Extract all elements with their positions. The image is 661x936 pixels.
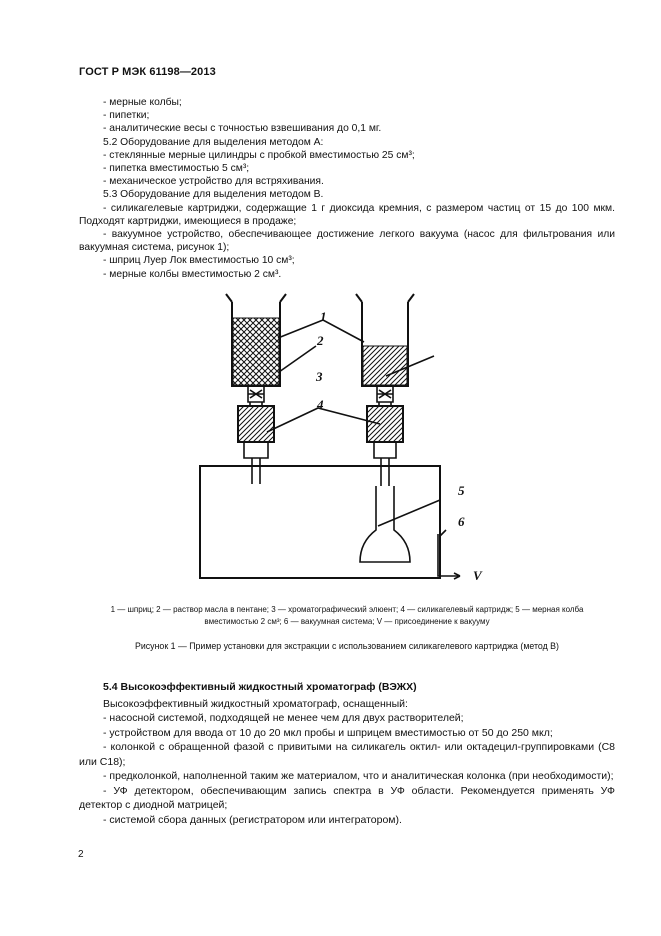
label-v: V bbox=[473, 568, 482, 583]
eluent bbox=[363, 346, 407, 385]
list-item: - пипетки; bbox=[103, 110, 150, 122]
list-item: - шприц Луер Лок вместимостью 10 см³; bbox=[103, 255, 295, 267]
subsection-5-3: 5.3 Оборудование для выделения методом В. bbox=[103, 189, 324, 201]
extraction-setup-figure bbox=[190, 290, 490, 590]
section-heading: 5.4 Высокоэффективный жидкостный хроматограф (ВЭЖХ) bbox=[103, 681, 417, 693]
label-3: 3 bbox=[316, 369, 323, 384]
page-number: 2 bbox=[78, 849, 84, 860]
label-6: 6 bbox=[458, 514, 465, 529]
list-item: - колонкой с обращенной фазой с привитыми на силикагель октил- или октадецил-группировками (C8 или C18); bbox=[79, 741, 615, 768]
list-item: - вакуумное устройство, обеспечивающее достижение легкого вакуума (насос для фильтрования или вакуумная система, рисунок 1); bbox=[79, 229, 615, 254]
label-1: 1 bbox=[320, 309, 327, 324]
list-item: - насосной системой, подходящей не менее чем для двух растворителей; bbox=[103, 712, 464, 724]
list-item: - системой сбора данных (регистратором или интегратором). bbox=[103, 813, 402, 826]
list-item: - предколонкой, наполненной таким же материалом, что и аналитическая колонка (при необходимости); bbox=[103, 770, 614, 782]
list-item: - механическое устройство для встряхивания. bbox=[103, 176, 324, 188]
list-item: - стеклянные мерные цилиндры с пробкой вместимостью 25 см³; bbox=[103, 149, 415, 161]
list-item: - мерные колбы; bbox=[103, 97, 182, 108]
legend-line: 1 — шприц; 2 — раствор масла в пентане; 3 — хроматографический элюент; 4 — силикагелевый картридж; 5 — мерная колба bbox=[110, 605, 584, 614]
list-item: - аналитические весы с точностью взвешивания до 0,1 мг. bbox=[103, 123, 382, 135]
oil-pentane-solution bbox=[233, 318, 279, 385]
figure-caption: Рисунок 1 — Пример установки для экстракции с использованием силикагелевого картриджа (метод В) bbox=[135, 641, 559, 651]
paragraph: Высокоэффективный жидкостный хроматограф, оснащенный: bbox=[103, 697, 408, 710]
list-item: - силикагелевые картриджи, содержащие 1 г диоксида кремния, с размером частиц от 15 до 100 мкм. Подходят картриджи, имеющиеся в продаже; bbox=[79, 202, 615, 227]
document-header: ГОСТ Р МЭК 61198—2013 bbox=[79, 66, 216, 78]
figure-legend bbox=[79, 604, 615, 628]
list-item: - мерные колбы вместимостью 2 см³. bbox=[103, 268, 282, 280]
label-5: 5 bbox=[458, 483, 465, 498]
label-2: 2 bbox=[317, 333, 324, 348]
legend-line: вместимостью 2 см³; 6 — вакуумная система; V — присоединение к вакууму bbox=[204, 617, 490, 626]
label-4: 4 bbox=[317, 397, 324, 412]
cartridge-left bbox=[238, 406, 274, 442]
list-item: - пипетка вместимостью 5 см³; bbox=[103, 163, 250, 175]
section-5-4 bbox=[79, 680, 615, 827]
subsection-5-2: 5.2 Оборудование для выделения методом А: bbox=[103, 136, 324, 148]
equipment-list bbox=[79, 96, 615, 281]
list-item: - устройством для ввода от 10 до 20 мкл пробы и шприцем вместимостью от 50 до 250 мкл; bbox=[103, 726, 553, 739]
volumetric-flask bbox=[360, 520, 410, 562]
cartridge-right bbox=[367, 406, 403, 442]
list-item: - УФ детектором, обеспечивающим запись спектра в УФ области. Рекомендуется применять УФ детектор с диодной матрицей; bbox=[79, 784, 615, 811]
